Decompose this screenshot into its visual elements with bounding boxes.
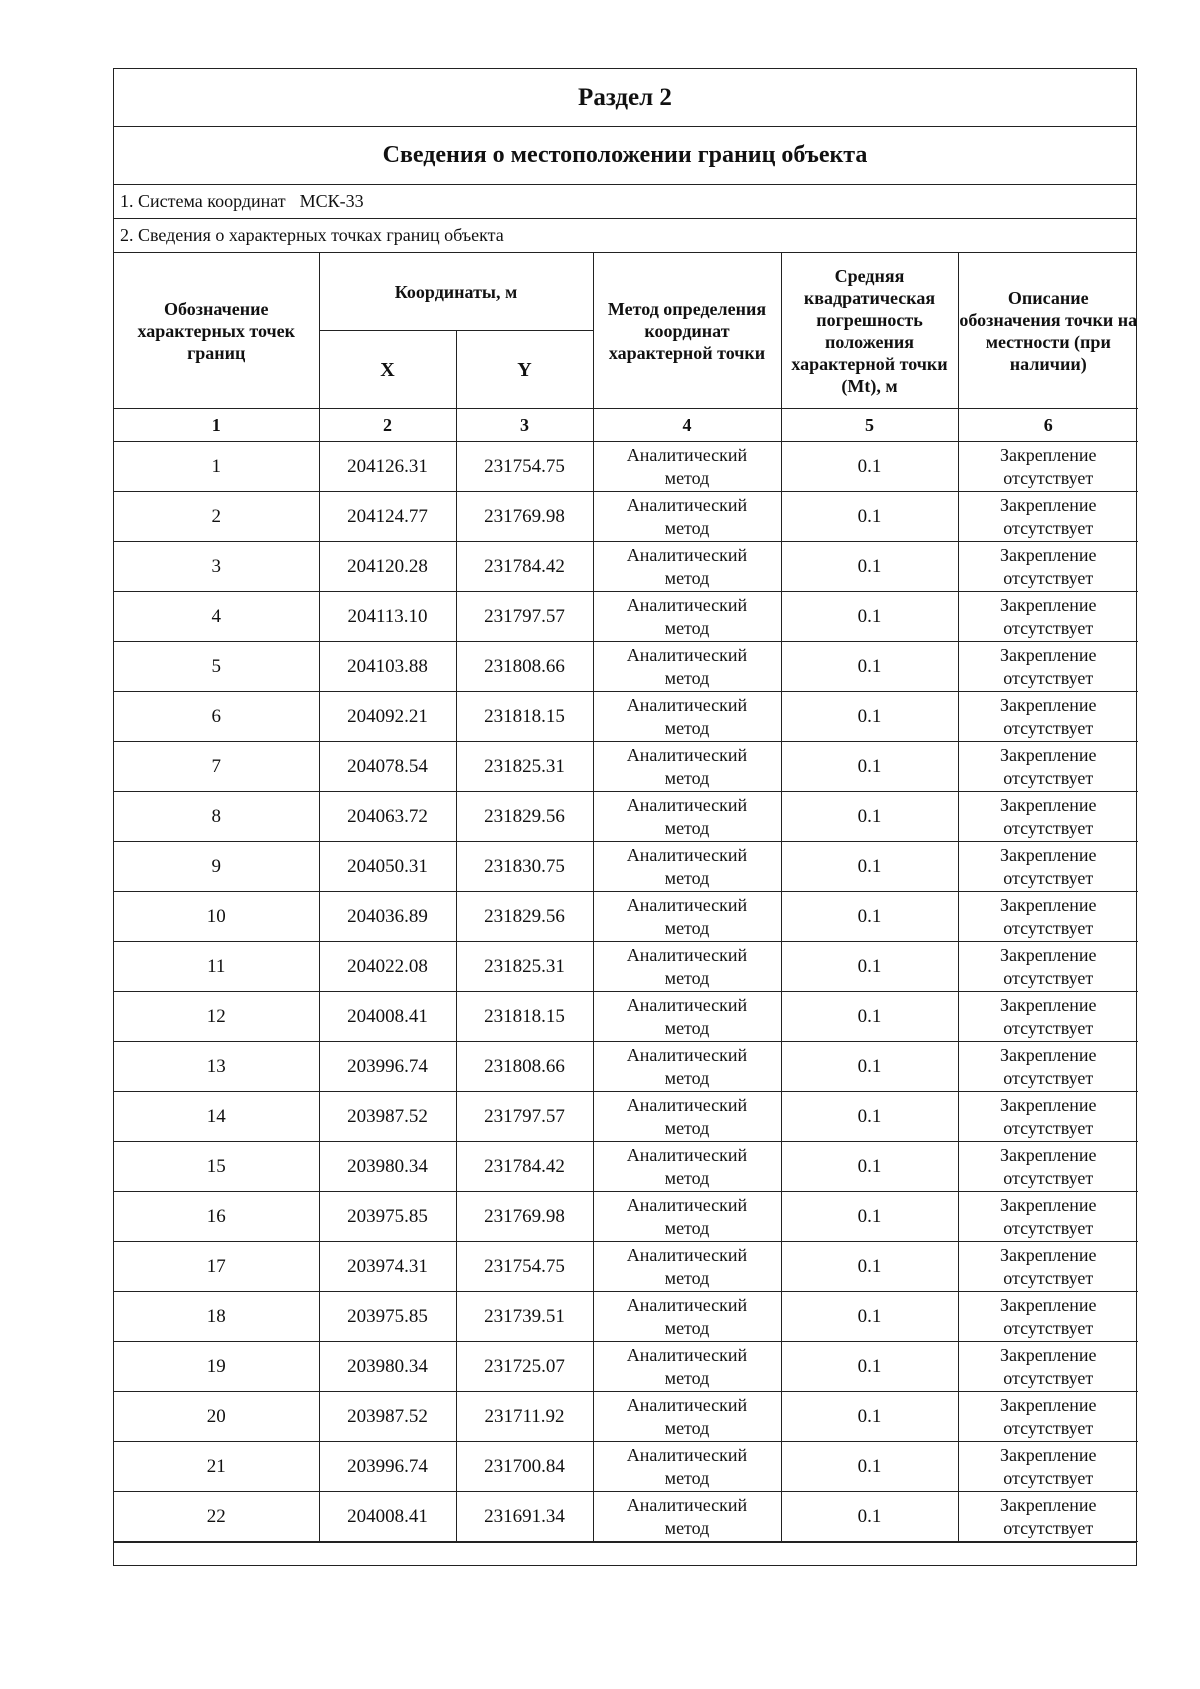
point-method <box>593 1242 781 1292</box>
point-method <box>593 1492 781 1542</box>
point-number: 12 <box>114 992 319 1042</box>
table-row <box>114 892 1138 942</box>
point-number: 6 <box>114 692 319 742</box>
point-y: 231808.66 <box>456 642 593 692</box>
point-number: 10 <box>114 892 319 942</box>
point-description <box>958 492 1138 542</box>
point-error: 0.1 <box>781 1092 958 1142</box>
point-description <box>958 992 1138 1042</box>
point-error: 0.1 <box>781 942 958 992</box>
coord-system-line <box>114 185 1136 219</box>
point-description <box>958 442 1138 492</box>
point-method-line: Аналитический <box>626 1494 748 1515</box>
point-error: 0.1 <box>781 1242 958 1292</box>
point-method <box>593 892 781 942</box>
col-x-header: X <box>319 331 456 409</box>
point-description-line: отсутствует <box>1003 767 1094 788</box>
point-y: 231829.56 <box>456 892 593 942</box>
point-method-line: метод <box>664 617 710 638</box>
point-method-line: метод <box>664 467 710 488</box>
point-description-line: Закрепление <box>999 1444 1097 1465</box>
point-method <box>593 692 781 742</box>
point-method <box>593 1342 781 1392</box>
point-method-line: Аналитический <box>626 994 748 1015</box>
point-error: 0.1 <box>781 1292 958 1342</box>
points-table <box>114 253 1138 1542</box>
point-method <box>593 542 781 592</box>
point-error: 0.1 <box>781 742 958 792</box>
point-method-line: метод <box>664 1017 710 1038</box>
column-number: 5 <box>781 409 958 442</box>
point-x: 204124.77 <box>319 492 456 542</box>
point-error: 0.1 <box>781 1042 958 1092</box>
point-description-line: Закрепление <box>999 1044 1097 1065</box>
point-method-line: Аналитический <box>626 1444 748 1465</box>
point-x: 204008.41 <box>319 992 456 1042</box>
point-x: 203996.74 <box>319 1042 456 1092</box>
table-row <box>114 492 1138 542</box>
point-description-line: Закрепление <box>999 894 1097 915</box>
point-method-line: Аналитический <box>626 844 748 865</box>
point-method-line: метод <box>664 917 710 938</box>
point-description <box>958 742 1138 792</box>
point-number: 3 <box>114 542 319 592</box>
point-description-line: Закрепление <box>999 944 1097 965</box>
point-error: 0.1 <box>781 1342 958 1392</box>
table-row <box>114 1292 1138 1342</box>
point-description-line: отсутствует <box>1003 917 1094 938</box>
table-row <box>114 742 1138 792</box>
point-x: 204022.08 <box>319 942 456 992</box>
point-number: 22 <box>114 1492 319 1542</box>
point-method-line: метод <box>664 1317 710 1338</box>
point-y: 231700.84 <box>456 1442 593 1492</box>
col-description-header: Описание обозначения точки на местности (при наличии) <box>958 253 1138 409</box>
table-row <box>114 642 1138 692</box>
point-description <box>958 1192 1138 1242</box>
point-method <box>593 942 781 992</box>
point-error: 0.1 <box>781 642 958 692</box>
point-description-line: отсутствует <box>1003 1017 1094 1038</box>
point-method-line: Аналитический <box>626 494 748 515</box>
points-table-body <box>114 409 1138 1542</box>
table-row <box>114 1492 1138 1542</box>
point-method <box>593 442 781 492</box>
table-row <box>114 1342 1138 1392</box>
point-description <box>958 642 1138 692</box>
point-method-line: метод <box>664 517 710 538</box>
point-y: 231754.75 <box>456 442 593 492</box>
point-method <box>593 842 781 892</box>
point-description <box>958 692 1138 742</box>
point-description-line: отсутствует <box>1003 1167 1094 1188</box>
point-method <box>593 1292 781 1342</box>
point-error: 0.1 <box>781 1142 958 1192</box>
point-number: 9 <box>114 842 319 892</box>
point-description-line: Закрепление <box>999 1144 1097 1165</box>
point-number: 4 <box>114 592 319 642</box>
point-description-line: отсутствует <box>1003 867 1094 888</box>
point-x: 203975.85 <box>319 1192 456 1242</box>
point-method <box>593 742 781 792</box>
table-row <box>114 692 1138 742</box>
point-number: 14 <box>114 1092 319 1142</box>
point-description <box>958 1142 1138 1192</box>
table-row <box>114 1142 1138 1192</box>
coord-system-value: МСК-33 <box>299 191 364 211</box>
point-method <box>593 1042 781 1092</box>
point-method-line: метод <box>664 667 710 688</box>
section-subtitle: Сведения о местоположении границ объекта <box>114 127 1136 185</box>
point-y: 231784.42 <box>456 1142 593 1192</box>
point-number: 11 <box>114 942 319 992</box>
point-method <box>593 1142 781 1192</box>
point-y: 231825.31 <box>456 742 593 792</box>
col-coordinates-header: Координаты, м <box>319 253 593 331</box>
point-error: 0.1 <box>781 792 958 842</box>
point-description-line: отсутствует <box>1003 817 1094 838</box>
point-number: 15 <box>114 1142 319 1192</box>
point-y: 231797.57 <box>456 592 593 642</box>
point-x: 203975.85 <box>319 1292 456 1342</box>
point-description <box>958 1042 1138 1092</box>
point-description-line: Закрепление <box>999 844 1097 865</box>
point-description-line: Закрепление <box>999 1294 1097 1315</box>
point-error: 0.1 <box>781 492 958 542</box>
point-description-line: отсутствует <box>1003 1417 1094 1438</box>
point-method-line: метод <box>664 1367 710 1388</box>
point-error: 0.1 <box>781 542 958 592</box>
point-y: 231829.56 <box>456 792 593 842</box>
point-description-line: отсутствует <box>1003 1067 1094 1088</box>
point-method-line: метод <box>664 567 710 588</box>
column-number: 4 <box>593 409 781 442</box>
point-x: 203974.31 <box>319 1242 456 1292</box>
point-method-line: метод <box>664 967 710 988</box>
col-error-header: Средняя квадратическая погрешность положения характерной точки (Mt), м <box>781 253 958 409</box>
point-method-line: Аналитический <box>626 794 748 815</box>
point-method-line: метод <box>664 1267 710 1288</box>
point-method-line: метод <box>664 817 710 838</box>
table-row <box>114 1242 1138 1292</box>
point-description-line: Закрепление <box>999 594 1097 615</box>
point-description-line: Закрепление <box>999 694 1097 715</box>
point-description-line: Закрепление <box>999 1094 1097 1115</box>
point-description-line: Закрепление <box>999 1394 1097 1415</box>
point-description <box>958 1442 1138 1492</box>
coord-system-label: 1. Система координат <box>120 191 286 211</box>
point-number: 16 <box>114 1192 319 1242</box>
point-method-line: метод <box>664 1217 710 1238</box>
point-description-line: отсутствует <box>1003 967 1094 988</box>
point-y: 231739.51 <box>456 1292 593 1342</box>
point-description-line: отсутствует <box>1003 667 1094 688</box>
point-x: 203980.34 <box>319 1342 456 1392</box>
point-description-line: отсутствует <box>1003 1267 1094 1288</box>
point-description <box>958 592 1138 642</box>
point-description-line: Закрепление <box>999 644 1097 665</box>
point-description-line: Закрепление <box>999 444 1097 465</box>
point-x: 204113.10 <box>319 592 456 642</box>
point-number: 2 <box>114 492 319 542</box>
point-method-line: метод <box>664 1117 710 1138</box>
point-description-line: отсутствует <box>1003 1467 1094 1488</box>
point-error: 0.1 <box>781 992 958 1042</box>
point-description-line: отсутствует <box>1003 1117 1094 1138</box>
point-description <box>958 892 1138 942</box>
point-y: 231725.07 <box>456 1342 593 1392</box>
point-y: 231769.98 <box>456 492 593 542</box>
point-x: 204103.88 <box>319 642 456 692</box>
point-method <box>593 492 781 542</box>
point-description <box>958 842 1138 892</box>
point-description-line: Закрепление <box>999 1344 1097 1365</box>
point-method <box>593 792 781 842</box>
point-error: 0.1 <box>781 1492 958 1542</box>
point-method-line: Аналитический <box>626 944 748 965</box>
point-x: 203987.52 <box>319 1092 456 1142</box>
point-method-line: Аналитический <box>626 1294 748 1315</box>
point-method-line: метод <box>664 1067 710 1088</box>
point-method-line: Аналитический <box>626 1244 748 1265</box>
point-method-line: метод <box>664 1417 710 1438</box>
point-description-line: Закрепление <box>999 544 1097 565</box>
point-method-line: метод <box>664 867 710 888</box>
point-description <box>958 942 1138 992</box>
column-number: 6 <box>958 409 1138 442</box>
column-number-row <box>114 409 1138 442</box>
point-method <box>593 1442 781 1492</box>
section-title: Раздел 2 <box>114 69 1136 127</box>
table-row <box>114 1192 1138 1242</box>
point-method-line: метод <box>664 767 710 788</box>
point-description-line: Закрепление <box>999 794 1097 815</box>
point-error: 0.1 <box>781 1192 958 1242</box>
point-method-line: Аналитический <box>626 1094 748 1115</box>
point-method-line: Аналитический <box>626 1344 748 1365</box>
point-x: 204050.31 <box>319 842 456 892</box>
point-error: 0.1 <box>781 1392 958 1442</box>
point-y: 231711.92 <box>456 1392 593 1442</box>
col-designation-header: Обозначение характерных точек границ <box>114 253 319 409</box>
point-description <box>958 1392 1138 1442</box>
point-method <box>593 1192 781 1242</box>
point-description <box>958 1492 1138 1542</box>
column-number: 3 <box>456 409 593 442</box>
point-description-line: Закрепление <box>999 1494 1097 1515</box>
point-y: 231797.57 <box>456 1092 593 1142</box>
point-method-line: Аналитический <box>626 594 748 615</box>
point-description <box>958 1342 1138 1392</box>
point-method <box>593 1092 781 1142</box>
point-description <box>958 1242 1138 1292</box>
point-method <box>593 992 781 1042</box>
point-y: 231830.75 <box>456 842 593 892</box>
document-sheet <box>113 68 1137 1566</box>
point-y: 231825.31 <box>456 942 593 992</box>
point-method-line: Аналитический <box>626 694 748 715</box>
point-description-line: Закрепление <box>999 494 1097 515</box>
point-number: 8 <box>114 792 319 842</box>
table-row <box>114 542 1138 592</box>
point-description-line: Закрепление <box>999 1194 1097 1215</box>
table-row <box>114 992 1138 1042</box>
point-description <box>958 542 1138 592</box>
point-method-line: метод <box>664 1517 710 1538</box>
point-y: 231818.15 <box>456 992 593 1042</box>
point-description-line: Закрепление <box>999 1244 1097 1265</box>
point-method-line: Аналитический <box>626 1194 748 1215</box>
point-x: 203996.74 <box>319 1442 456 1492</box>
point-number: 1 <box>114 442 319 492</box>
point-number: 21 <box>114 1442 319 1492</box>
point-y: 231691.34 <box>456 1492 593 1542</box>
point-x: 204092.21 <box>319 692 456 742</box>
point-error: 0.1 <box>781 1442 958 1492</box>
point-x: 203987.52 <box>319 1392 456 1442</box>
point-description-line: отсутствует <box>1003 517 1094 538</box>
column-number: 1 <box>114 409 319 442</box>
point-description <box>958 1292 1138 1342</box>
table-row <box>114 1442 1138 1492</box>
point-error: 0.1 <box>781 442 958 492</box>
point-description-line: отсутствует <box>1003 567 1094 588</box>
point-number: 7 <box>114 742 319 792</box>
point-description-line: отсутствует <box>1003 1217 1094 1238</box>
point-method-line: Аналитический <box>626 744 748 765</box>
point-error: 0.1 <box>781 842 958 892</box>
point-number: 17 <box>114 1242 319 1292</box>
point-description-line: Закрепление <box>999 744 1097 765</box>
point-method-line: метод <box>664 1167 710 1188</box>
point-number: 18 <box>114 1292 319 1342</box>
point-method-line: Аналитический <box>626 444 748 465</box>
point-method-line: Аналитический <box>626 544 748 565</box>
col-method-header: Метод определения координат характерной точки <box>593 253 781 409</box>
point-x: 204063.72 <box>319 792 456 842</box>
point-method-line: Аналитический <box>626 644 748 665</box>
table-footer <box>114 1542 1136 1565</box>
table-row <box>114 442 1138 492</box>
point-method <box>593 1392 781 1442</box>
table-row <box>114 792 1138 842</box>
point-description-line: Закрепление <box>999 994 1097 1015</box>
point-y: 231784.42 <box>456 542 593 592</box>
point-method-line: Аналитический <box>626 1044 748 1065</box>
point-x: 204078.54 <box>319 742 456 792</box>
point-description-line: отсутствует <box>1003 617 1094 638</box>
point-method-line: Аналитический <box>626 1394 748 1415</box>
column-number: 2 <box>319 409 456 442</box>
point-description-line: отсутствует <box>1003 1367 1094 1388</box>
point-x: 203980.34 <box>319 1142 456 1192</box>
point-method-line: Аналитический <box>626 1144 748 1165</box>
point-x: 204120.28 <box>319 542 456 592</box>
table-row <box>114 1392 1138 1442</box>
points-header: 2. Сведения о характерных точках границ объекта <box>114 219 1136 253</box>
point-y: 231808.66 <box>456 1042 593 1092</box>
point-number: 13 <box>114 1042 319 1092</box>
table-row <box>114 592 1138 642</box>
point-error: 0.1 <box>781 592 958 642</box>
point-number: 5 <box>114 642 319 692</box>
point-number: 19 <box>114 1342 319 1392</box>
point-y: 231754.75 <box>456 1242 593 1292</box>
point-y: 231818.15 <box>456 692 593 742</box>
point-number: 20 <box>114 1392 319 1442</box>
point-x: 204126.31 <box>319 442 456 492</box>
table-row <box>114 942 1138 992</box>
point-y: 231769.98 <box>456 1192 593 1242</box>
table-row <box>114 1092 1138 1142</box>
point-description-line: отсутствует <box>1003 1317 1094 1338</box>
point-description <box>958 792 1138 842</box>
point-description-line: отсутствует <box>1003 717 1094 738</box>
point-description <box>958 1092 1138 1142</box>
point-description-line: отсутствует <box>1003 467 1094 488</box>
table-row <box>114 842 1138 892</box>
point-method <box>593 642 781 692</box>
col-y-header: Y <box>456 331 593 409</box>
point-x: 204036.89 <box>319 892 456 942</box>
point-method <box>593 592 781 642</box>
point-method-line: метод <box>664 1467 710 1488</box>
point-error: 0.1 <box>781 692 958 742</box>
point-method-line: метод <box>664 717 710 738</box>
table-row <box>114 1042 1138 1092</box>
point-error: 0.1 <box>781 892 958 942</box>
point-method-line: Аналитический <box>626 894 748 915</box>
point-x: 204008.41 <box>319 1492 456 1542</box>
point-description-line: отсутствует <box>1003 1517 1094 1538</box>
